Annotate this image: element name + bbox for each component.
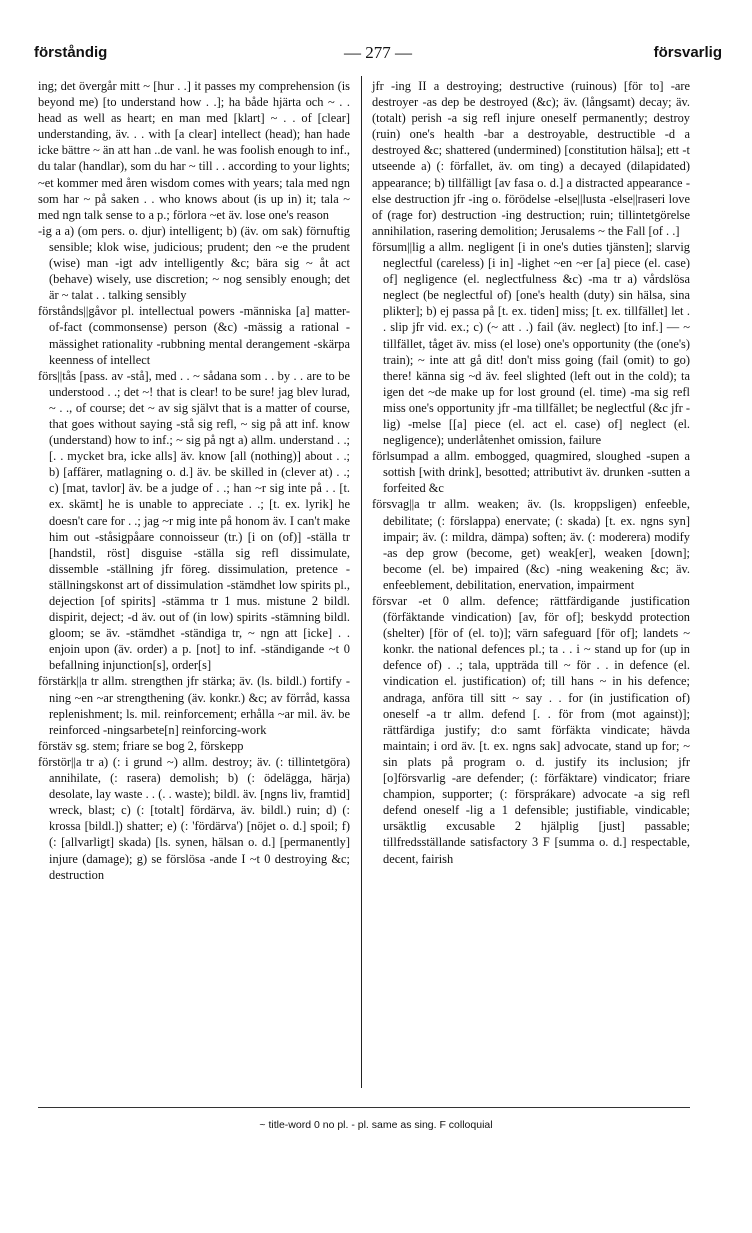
page-header <box>34 44 722 68</box>
left-column <box>38 78 350 883</box>
right-column <box>372 78 690 867</box>
dictionary-entry: jfr -ing II a destroying; destructive (ruinous) [för to] -are destroyer -as dep be destroyed (&c); äv. (långsamt) decay; äv. (totalt) perish -a sig refl injure oneself permanently; destroy (ruin) one's health -bar a destroyable, destructible -d a destroyed &c; shattered (undermined) [constitution hälsa]; ett -t utseende a) (: förfallet, äv. om ting) a decayed (dilapidated) appearance; b) tillfälligt [av fasa o. d.] a distracted appearance -else destruction jfr -ing o. förödelse -else||lusta -else||raseri love of (rage for) destruction -ing destruction; ruin; tillintetgörelse annihilation, rasering demolition; Jerusalems ~ the Fall [of . .] <box>372 79 690 238</box>
right-running-headword: försvarlig <box>653 44 722 61</box>
dictionary-entry: förstör||a tr a) (: i grund ~) allm. destroy; äv. (: tillintetgöra) annihilate, (: rasera) demolish; b) (: ödelägga, härja) desolate, lay waste . . (. . waste); bildl. äv. [ngns liv, framtid] wreck, blast; c) (: [totalt] fördärva, äv. bildl.) ruin; d) (: krossa [bildl.]) shatter; e) (: 'fördärva') [nöjet o. d.] spoil; f) (: [allvarligt] skada) [ls. synen, hälsan o. d.] [permanently] injure (damage); g) se förslösa -ande I ~t 0 destroying &c; destruction <box>38 754 350 882</box>
dictionary-entry: förs||tås [pass. av -stå], med . . ~ sådana som . . by . . are to be understood . .; det ~! that is clear! to be sure! jag blev lurad, ~ . ., of course; det ~ av sig självt that is a matter of course, that goes without saying -stå sig refl, ~ sig på att inf. know (understand) how to inf.; ~ sig på ngt a) allm. understand . .; [. . mycket bra, icke alls] äv. know [all (nothing)] about . .; b) [affärer, matlagning o. d.] äv. be skilled in (clever at) . .; c) [mat, tavlor] äv. be a judge of . .; han ~r sig inte på . . [t. ex. skämt] he is unable to appreciate . .; [t. ex. lyrik] he doesn't care for . .; jag ~r mig inte på honom äv. I can't make him out -ståsigpåare connoisseur (tr.) [i on (of)] -ställa tr [handstil, röst] disguise -ställa sig refl dissimulate, dissemble -ställning jfr föreg. dissimulation, pretence -ställningskonst art of dissimulation -stämdhet low spirits pl., dejection [of spirits] -stämma tr 1 mus. mistune 2 bildl. dispirit, deject; -d äv. out of (in low) spirits -stämning bildl. gloom; se äv. -stämdhet -ständiga tr, ~ ngn att [icke] . . enjoin upon (äv. order) a p. [not] to inf. -ständigande ~t 0 befallning injunction[s], order[s] <box>38 368 350 673</box>
footer-rule <box>38 1107 690 1108</box>
dictionary-entry: försvar -et 0 allm. defence; rättfärdigande justification (förfäktande vindication) [av, för of]; beskydd protection (shelter) [för of (el. to)]; värn safeguard [för of]; landets ~ konkr. the national defences pl.; ta . . i ~ stand up for (up in defence of) . .; tala, uppträda till ~ för . . in defence (el. vindication el. justification) of; till hans ~ in his defence; andraga, anföra till sitt ~ say . . for (in justification of) oneself -a tr allm. defend [. . för from (mot against)]; rättfärdiga justify; d:o samt förfäkta vindicate; hävda maintain; i ord äv. [t. ex. ngns sak] advocate, stand up for; ~ sin plats på program o. d. justify its inclusion; jfr [o]försvarlig -are defender; (: förfäktare) vindicator; friare champion, supporter; (: försprákare) advocate -a sig refl defend oneself -lig a 1 defensible; justifiable, vindicable; ursäktlig excusable 2 hjälplig [just] passable; tillfredsställande satisfactory 3 F [summa o. d.] respectable, decent, fairish <box>372 594 690 866</box>
dictionary-entry: förstäv sg. stem; friare se bog 2, förskepp <box>38 738 244 753</box>
page-number: — 277 — <box>344 43 412 62</box>
dictionary-entry: förlsumpad a allm. embogged, quagmired, sloughed -supen a sottish [with drink], besotted; attributivt äv. drunken -sutten a forfeited &c <box>372 449 690 496</box>
dictionary-entry: förstånds||gåvor pl. intellectual powers -människa [a] matter-of-fact (commonsense) person (&c) -mässig a rational -mässighet rationality -rubbning mental derangement -skärpa keenness of intellect <box>38 304 350 367</box>
dictionary-entry: försum||lig a allm. negligent [i in one's duties tjänsten]; slarvig neglectful (careless) [i in] -lighet ~en ~er [a] piece (el. case) of] negligence (el. neglectfulness &c) -ma tr a) vårdslösa neglect (be neglectful of) [one's health (duty) sin hälsa, sina plikter]; b) ej passa på [t. ex. tiden] miss; [t. ex. tillfället] let . . slip jfr vid. ex.; c) (~ att . .) fail (äv. neglect) [to inf.] — ~ tillfället, tåget äv. miss (el lose) one's opportunity (the (one's) train); ~ inte att gå dit! don't miss going (fail (omit) to go) there! känna sig ~d äv. feel slighted (left out in the cold); ta igen det ~de make up for lost ground (el. time) -ma sig refl miss one's opportunity jfr -ma tillfället; be neglectful (&c jfr -lig) -melse [[a] piece (el. act el. case) of] neglect (el. negligence); underlåtenhet omission, failure <box>372 239 690 448</box>
dictionary-entry: ing; det övergår mitt ~ [hur . .] it passes my comprehension (is beyond me) [to understand how . .]; ha både hjärta och ~ . . head as well as heart; en man med [klart] ~ . . of [clear] understanding, äv. . . with [a clear] intellect (head); han hade icke bättre ~ än att han ..de vanl. he was foolish enough to inf., du talar (handlar), som du har ~ till . . according to your lights; ~et kommer med åren wisdom comes with years; tala med ngn som har ~ på saken . . who knows about (is up in) it; tala ~ med ngn talk sense to a p.; förlora ~et äv. lose one's reason <box>38 79 350 222</box>
left-running-headword: förståndig <box>34 44 108 61</box>
column-divider <box>361 76 362 1088</box>
abbreviation-legend: ~ title-word 0 no pl. - pl. same as sing. F colloquial <box>259 1119 493 1131</box>
dictionary-entry: förstärk||a tr allm. strengthen jfr stärka; äv. (ls. bildl.) fortify -ning ~en ~ar strengthening (äv. konkr.) &c; av förråd, kassa replenishment; ls. mil. reinforcement; erhålla ~ar mil. äv. be reinforced -ningsarbete[n] reinforcing-work <box>38 674 350 737</box>
dictionary-entry: -ig a a) (om pers. o. djur) intelligent; b) (äv. om sak) förnuftig sensible; klok wise, judicious; prudent; den ~e the prudent (wise) man -igt adv intelligently &c; bära sig ~ åt act (behave) wisely, use discretion; ~ nog sensibly enough; det är ~ talat . . talking sensibly <box>38 223 350 303</box>
dictionary-entry: försvag||a tr allm. weaken; äv. (ls. kroppsligen) enfeeble, debilitate; (: förslappa) enervate; (: skada) [t. ex. ngns syn] impair; äv. (: mildra, dämpa) soften; äv. (: moderera) modify -as dep grow (become, get) weak[er], weaken [down]; become (el. be) impaired (&c) -ning weakening &c; äv. enfeeblement, debilitation, enervation, impairment <box>372 497 690 592</box>
